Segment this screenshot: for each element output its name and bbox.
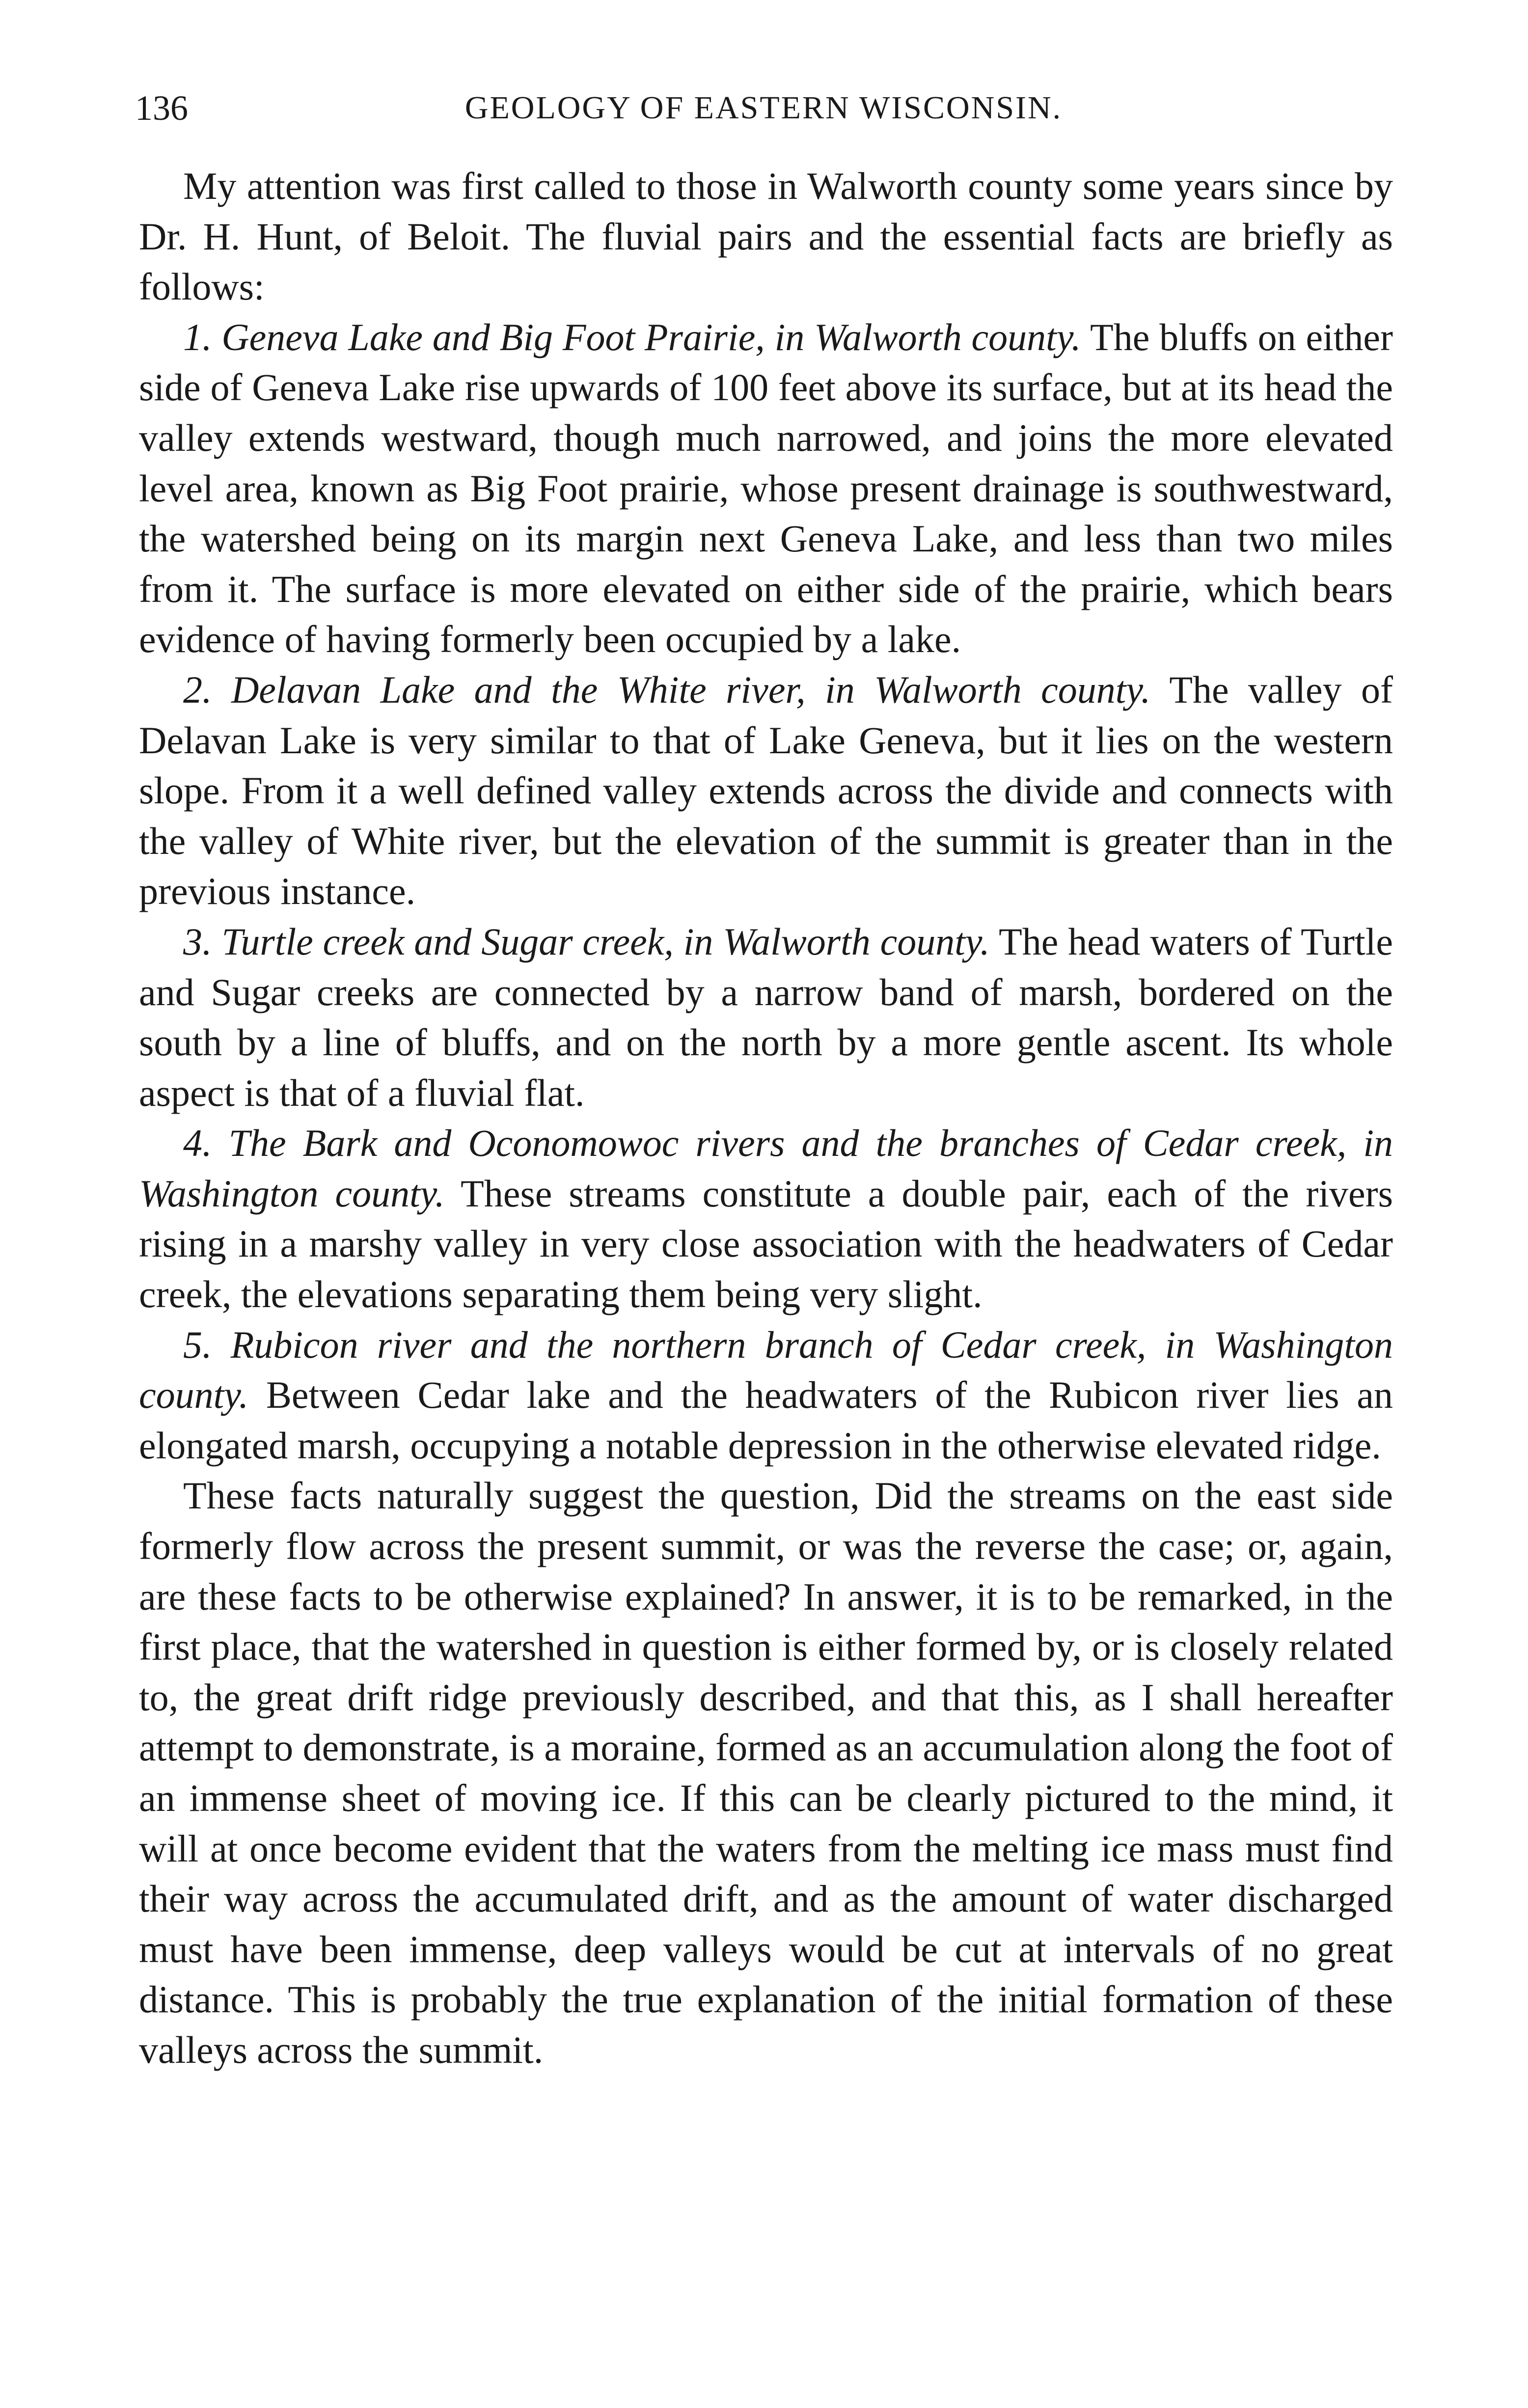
list-item-text: The bluffs on either side of Geneva Lake rise upwards of 100 feet above its surface, but at its head the valley extends westward, though much narrowed, and joins the more elevated level area, known as Big Foot prairie, whose present drainage is southwestward, the watershed being on its margin next Geneva Lake, and less than two miles from it. The surface is more elevated on either side of the prairie, which bears evidence of having formerly been occupied by a lake. [139,315,1393,661]
list-item-5 [139,1320,1393,1471]
list-item-text: Between Cedar lake and the headwaters of the Rubicon river lies an elongated marsh, occupying a notable depression in the otherwise elevated ridge. [139,1373,1393,1467]
list-item-1 [139,312,1393,665]
list-item-text: These streams constitute a double pair, each of the rivers rising in a marshy valley in very close association with the headwaters of Cedar creek, the elevations separating them being very slight. [139,1172,1393,1316]
list-item-number: 5. [183,1323,212,1366]
list-item-title: Turtle creek and Sugar creek, in Walworth county. [221,920,990,963]
list-item-3 [139,917,1393,1118]
running-title: GEOLOGY OF EASTERN WISCONSIN. [464,90,1063,126]
list-item-2 [139,665,1393,917]
closing-paragraph: These facts naturally suggest the question, Did the streams on the east side formerly flow across the present summit, or was the reverse the case; or, again, are these facts to be otherwise explained? In answer, it is to be remarked, in the first place, that the watershed in question is either formed by, or is closely related to, the great drift ridge previously described, and that this, as I shall hereafter attempt to demonstrate, is a moraine, formed as an accumulation along the foot of an immense sheet of moving ice. If this can be clearly pictured to the mind, it will at once become evident that the waters from the melting ice mass must find their way across the accumulated drift, and as the amount of water discharged must have been immense, deep valleys would be cut at intervals of no great distance. This is probably the true explanation of the initial formation of these valleys across the summit. [139,1474,1393,2071]
body-text [139,161,1393,2076]
list-item-number: 3. [183,920,212,963]
list-item-number: 2. [183,668,212,711]
list-item-number: 4. [183,1122,212,1165]
list-item-number: 1. [183,315,212,358]
page-number: 136 [135,88,188,128]
list-item-4 [139,1118,1393,1319]
list-item-text: The valley of Delavan Lake is very similar to that of Lake Geneva, but it lies on the western slope. From it a well defined valley extends across the divide and connects with the valley of White river, but the elevation of the summit is greater than in the previous instance. [139,668,1393,913]
list-item-title: The Bark and Oconomowoc rivers and the branches of Cedar creek, in Washington county. [139,1122,1393,1215]
running-head [135,83,1392,133]
list-item-title: Rubicon river and the northern branch of Cedar creek, in Washington county. [139,1323,1393,1417]
list-item-title: Geneva Lake and Big Foot Prairie, in Walworth county. [221,315,1081,358]
list-item-text: The head waters of Turtle and Sugar creeks are connected by a narrow band of marsh, bordered on the south by a line of bluffs, and on the north by a more gentle ascent. Its whole aspect is that of a fluvial flat. [139,920,1393,1114]
intro-paragraph: My attention was first called to those in Walworth county some years since by Dr. H. Hunt, of Beloit. The fluvial pairs and the essential facts are briefly as follows: [139,164,1393,308]
list-item-title: Delavan Lake and the White river, in Walworth county. [231,668,1151,711]
